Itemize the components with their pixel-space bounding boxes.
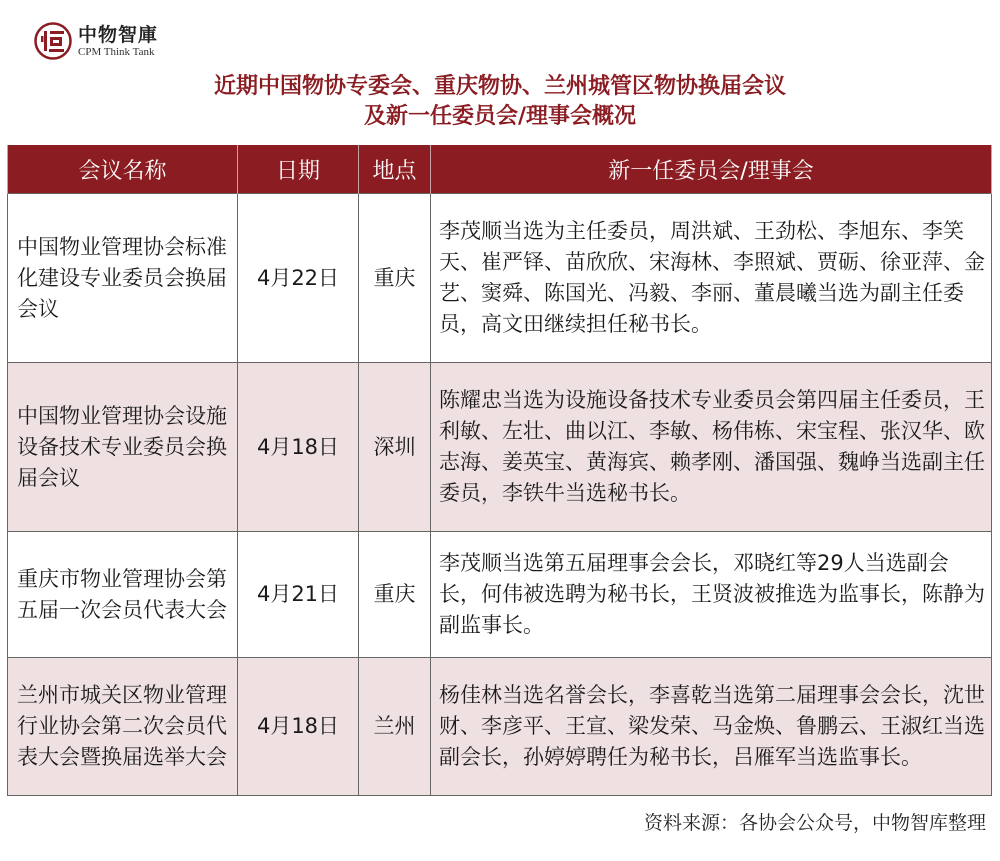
- committee-summary: 李茂顺当选为主任委员，周洪斌、王劲松、李旭东、李笑天、崔严铎、苗欣欣、宋海林、李照斌、贾砺、徐亚萍、金艺、窦舜、陈国光、冯毅、李丽、董晨曦当选为副主任委员，高文田继续担任秘书长。: [431, 194, 992, 363]
- meeting-location: 兰州: [359, 658, 431, 796]
- meeting-name: 中国物业管理协会标准化建设专业委员会换届会议: [8, 194, 238, 363]
- header-location: 地点: [359, 145, 431, 194]
- source-note: 资料来源：各协会公众号，中物智库整理: [643, 812, 986, 834]
- meeting-date: 4月18日: [238, 363, 359, 532]
- meetings-table: [7, 145, 992, 796]
- meeting-date: 4月21日: [238, 532, 359, 658]
- table-row: [8, 194, 992, 363]
- logo: [34, 18, 158, 64]
- header-date: 日期: [238, 145, 359, 194]
- table-header-row: [8, 145, 992, 194]
- table-row: [8, 658, 992, 796]
- meeting-location: 重庆: [359, 194, 431, 363]
- title-line-2: 及新一任委员会/理事会概况: [363, 104, 637, 129]
- header-committee: 新一任委员会/理事会: [431, 145, 992, 194]
- meeting-name: 重庆市物业管理协会第五届一次会员代表大会: [8, 532, 238, 658]
- logo-name-en: CPM Think Tank: [78, 45, 155, 58]
- logo-name-cn: 中物智庫: [78, 23, 159, 46]
- meeting-name: 中国物业管理协会设施设备技术专业委员会换届会议: [8, 363, 238, 532]
- table-row: [8, 363, 992, 532]
- meeting-name: 兰州市城关区物业管理行业协会第二次会员代表大会暨换届选举大会: [8, 658, 238, 796]
- committee-summary: 杨佳林当选名誉会长，李喜乾当选第二届理事会会长，沈世财、李彦平、王宣、梁发荣、马金焕、鲁鹏云、王淑红当选副会长，孙婷婷聘任为秘书长，吕雁军当选监事长。: [431, 658, 992, 796]
- table-row: [8, 532, 992, 658]
- meeting-location: 深圳: [359, 363, 431, 532]
- committee-summary: 李茂顺当选第五届理事会会长，邓晓红等29人当选副会长，何伟被选聘为秘书长，王贤波被推选为监事长，陈静为副监事长。: [431, 532, 992, 658]
- logo-emblem-icon: [34, 22, 72, 60]
- header-meeting-name: 会议名称: [8, 145, 238, 194]
- meeting-date: 4月22日: [238, 194, 359, 363]
- page-title: [0, 72, 1000, 132]
- meeting-date: 4月18日: [238, 658, 359, 796]
- title-line-1: 近期中国物协专委会、重庆物协、兰州城管区物协换届会议: [213, 74, 786, 99]
- committee-summary: 陈耀忠当选为设施设备技术专业委员会第四届主任委员，王利敏、左壮、曲以江、李敏、杨伟栋、宋宝程、张汉华、欧志海、姜英宝、黄海宾、赖孝刚、潘国强、魏峥当选副主任委员，李铁牛当选秘书长。: [431, 363, 992, 532]
- meeting-location: 重庆: [359, 532, 431, 658]
